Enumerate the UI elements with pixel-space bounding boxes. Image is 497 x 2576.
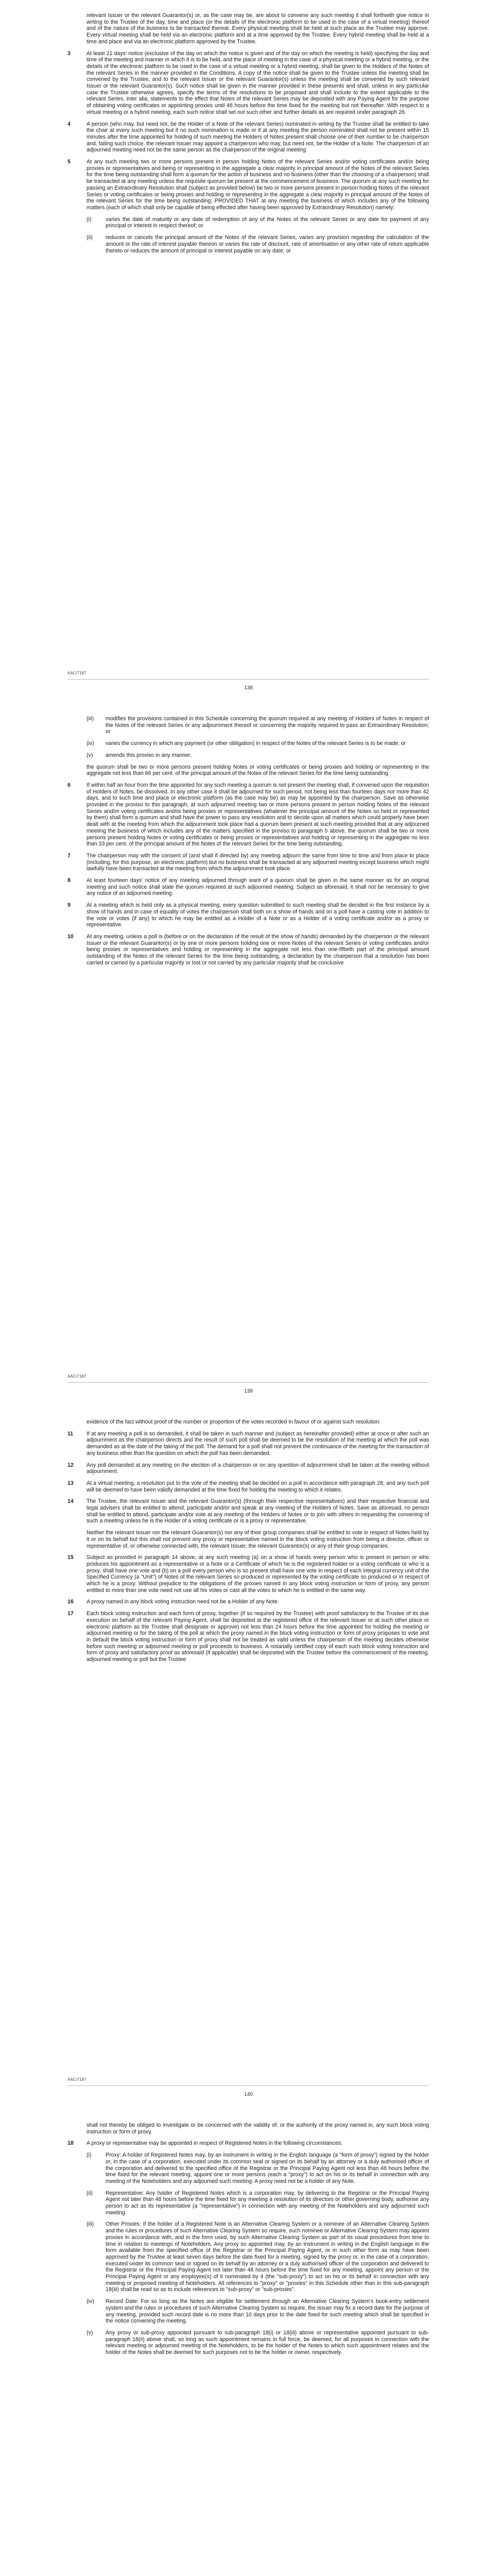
page-content	[67, 1419, 429, 1668]
paragraph-number: 16	[67, 1599, 74, 1605]
page-number: 139	[244, 1388, 253, 1394]
page-content	[67, 2122, 429, 2361]
paragraph-number: 12	[67, 1462, 74, 1468]
paragraph-number: 5	[67, 159, 71, 165]
subparagraph-text: Record Date: For so long as the Notes are eligible for settlement through an Alternative Clearing System's book-entry settlement system and the rules or procedures of such Alternative Clearing System so require, the Issuer may fix a record date for the purpose of any meeting, provided such record date is no more than 10 days prior to the date fixed for such meeting which shall be specified in the notice convening the meeting.	[106, 2298, 429, 2325]
paragraph-number: 10	[67, 933, 74, 940]
subparagraph-ii	[87, 234, 429, 254]
paragraph-14-continued: Neither the relevant Issuer nor the relevant Guarantor(s) nor any of their group companies shall be entitled to vote in respect of Notes held by it or on its behalf but this shall not prevent any proxy or representative named in the block voting instruction from being a director, officer or representative of, or otherwise connected with, the relevant Issuer, the relevant Guarantor(s) or any of their group companies.	[87, 1530, 429, 1549]
paragraph-number: 9	[67, 902, 71, 909]
subparagraph-ii	[87, 2190, 429, 2216]
paragraph-text: Any poll demanded at any meeting on the election of a chairperson or on any question of adjournment shall be taken at the meeting without adjournment.	[87, 1462, 429, 1475]
subparagraph-label: (i)	[87, 216, 92, 223]
subparagraph-text: Any proxy or sub-proxy appointed pursuant to sub-paragraph 18(i) or 18(iii) above or representative appointed pursuant to sub-paragraph 18(ii) above shall, so long as such appointment remains in full force, be deemed, for all purposes in connection with the relevant meeting or adjourned meeting of the Noteholders, to be the holder of the Notes to which such appointment relates and the holder of the Notes shall be deemed for such purposes not to be the holder or owner, respectively.	[106, 2329, 429, 2356]
paragraph-18	[67, 2140, 429, 2147]
page-141	[0, 2110, 497, 2576]
paragraph-text: The Trustee, the relevant Issuer and the relevant Guarantor(s) (through their respective representatives) and their respective financial and legal advisers shall be entitled to attend, participate and/or and speak at any meeting of the Holders of Notes. Save as aforesaid, no person shall be entitled to attend, participate and/or vote at any meeting of the Holders of Notes or to join with others in requesting the convening of such a meeting unless he is the Holder of a voting certificate or is a proxy or representative.	[87, 1498, 429, 1524]
paragraph-10	[67, 934, 429, 967]
page-140	[0, 1406, 497, 2110]
paragraph-7	[67, 853, 429, 872]
subparagraph-label: (iii)	[87, 2221, 94, 2228]
paragraph-number: 15	[67, 1554, 74, 1561]
paragraph-number: 7	[67, 852, 71, 859]
footer-code: AAC/7187	[67, 1374, 87, 1379]
paragraph-3	[67, 50, 429, 116]
subparagraph-text: Other Proxies: If the holder of a Registered Note is an Alternative Clearing System or a nominee of an Alternative Clearing System and the rules or procedures of such Alternative Clearing System so require, such nominee or Alternative Clearing System may appoint proxies in accordance with, and in the form used, by such Alternative Clearing System as part of its usual procedures from time to time in relation to meetings of Noteholders. Any proxy so appointed may, by an instrument in writing in the English language in the form available from the specified office of the Registrar or the Principal Paying Agent, or in such other form as may have been approved by the Trustee at least seven days before the date fixed for a meeting, signed by the proxy or, in the case of a corporation, executed under its common seal or signed on its behalf by an attorney or a duly authorised officer of the corporation and delivered to the Registrar or the Principal Paying Agent not later than 48 hours before the time fixed for any meeting, appoint any person or the Principal Paying Agent or any employee(s) of it nominated by it (the "sub-proxy") to act on his or its behalf in connection with any meeting or proposed meeting of Noteholders. All references to "proxy" or "proxies" in this Schedule other than in this sub-paragraph 18(iii) shall be read so as to include references to "sub-proxy" or "sub-proxies".	[106, 2221, 429, 2293]
subparagraph-label: (v)	[87, 2329, 93, 2336]
paragraph-number: 6	[67, 782, 71, 788]
page-139	[0, 703, 497, 1406]
paragraph-text: A proxy named in any block voting instruction need not be a Holder of any Note.	[87, 1599, 279, 1605]
paragraph-6	[67, 782, 429, 848]
subparagraph-text: varies the date of maturity or any date of redemption of any of the Notes of the relevant Series or any date for payment of any principal or interest in respect thereof; or	[106, 216, 429, 229]
paragraph-number: 14	[67, 1498, 74, 1505]
subparagraph-text: amends this proviso in any manner,	[106, 752, 192, 758]
page-138	[0, 0, 497, 703]
paragraph-text: Each block voting instruction and each form of proxy, together (if so required by the Trustee) with proof satisfactory to the Trustee of its due execution on behalf of the relevant Paying Agent, shall be deposited at the registered office of the relevant Issuer or at such other place or electronic platform as the Trustee shall designate or approve) not less than 24 hours before the time appointed for holding the meeting or adjourned meeting or for the taking of the poll at which the proxy named in the block voting instruction or form of proxy proposes to vote and in default the block voting instruction or form of proxy shall not be treated as valid unless the chairperson of the meeting decides otherwise before such meeting or adjourned meeting or poll proceeds to business. A notarially certified copy of each such block voting instruction and form of proxy and satisfactory proof as aforesaid (if applicable) shall be deposited with the Trustee before the commencement of the meeting, adjourned meeting or poll but the Trustee	[87, 1611, 429, 1663]
subparagraph-iv	[87, 2298, 429, 2325]
paragraph-text: A person (who may, but need not, be the Holder of a Note of the relevant Series) nominated in writing by the Trustee shall be entitled to take the chair at every such meeting but if no such nomination is made or if at any meeting the person nominated shall not be present within 15 minutes after the time appointed for holding of such meeting the Holders of Notes present shall choose one of their number to be chairperson and, failing such choice, the relevant Issuer may appoint a chairperson who may, but need not, be the Holder of a Note. The chairperson of an adjourned meeting need not be the same person as the chairperson of the original meeting.	[87, 121, 429, 154]
paragraph-text: At a meeting which is held only as a physical meeting, every question submitted to such meeting shall be decided in the first instance by a show of hands and in case of equality of votes the chairperson shall both on a show of hands and on a poll have a casting vote in addition to the vote or votes (if any) to which he may be entitled as a Holder of a Note or as a Holder of a voting certificate and/or as a proxy or representative.	[87, 902, 429, 928]
paragraph-number: 8	[67, 877, 71, 884]
continuation-text: relevant Issuer or the relevant Guarantor(s) or, as the case may be, are about to convene any such meeting it shall forthwith give notice in writing to the Trustee of the day, time and place (or the details of the electronic platform to be used in the case of a virtual meeting) thereof and of the nature of the business to be transacted thereat. Every physical meeting shall be held at such place as the Trustee may approve. Every virtual meeting shall be held via an electronic platform and at a time approved by the Trustee. Every hybrid meeting shall be held at a time and place and via an electronic platform approved by the Trustee.	[87, 12, 429, 45]
subparagraph-text: reduces or cancels the principal amount of the Notes of the relevant Series, varies any provision regarding the calculation of the amount or the rate of interest payable thereon or varies the rate of discount, rate of amortisation or any other rate of return applicable thereto or reduces the amount of principal or interest payable on any date; or	[106, 234, 429, 254]
subparagraph-text: modifies the provisions contained in this Schedule concerning the quorum required at any meeting of Holders of Notes in respect of the Notes of the relevant Series or any adjournment thereof or concerning the majority required to pass an Extraordinary Resolution; or	[106, 716, 429, 735]
paragraph-11	[67, 1431, 429, 1457]
paragraph-8	[67, 877, 429, 897]
subparagraph-i	[87, 216, 429, 229]
footer-code: AAC/7187	[67, 671, 87, 675]
subparagraph-label: (v)	[87, 752, 93, 758]
page-divider	[67, 1382, 429, 1383]
paragraph-5	[67, 159, 429, 211]
paragraph-text: A proxy or representative may be appointed in respect of Registered Notes in the following circumstances:	[87, 2140, 342, 2147]
paragraph-number: 18	[67, 2140, 74, 2147]
paragraph-text: If within half an hour from the time appointed for any such meeting a quorum is not present the meeting shall, if convened upon the requisition of Holders of Notes, be dissolved. In any other case it shall be adjourned for such period, not being less than fourteen days nor more than 42 days, and to such time and place or electronic platform (as the case may be) as may be appointed by the chairperson. Save as otherwise provided in the proviso to this paragraph, at such adjourned meeting two or more persons present in person holding Notes of the relevant Series and/or voting certificates and/or being proxies or representatives (whatever the principal amount of the Notes so held or represented by them) shall form a quorum and shall have the power to pass any resolution and to decide upon all matters which could properly have been dealt with at the meeting from which the adjournment took place had a quorum been present at such meeting provided that at any adjourned meeting the business of which includes any of the matters specified in the proviso to paragraph 5 above, the quorum shall be two or more persons present holding Notes or voting certificates or being proxies or representatives and holding or representing in the aggregate no less than 33 per cent. of the principal amount of the Notes of the relevant Series for the time being outstanding.	[87, 782, 429, 848]
page-content	[67, 12, 429, 259]
subparagraph-label: (iv)	[87, 740, 94, 747]
paragraph-text: The chairperson may with the consent of (and shall if directed by) any meeting adjourn the same from time to time and from place to place (including, for this purpose, an electronic platform) but no business shall be transacted at any adjourned meeting except business which might lawfully have been transacted at the meeting from which the adjournment took place.	[87, 852, 429, 872]
subparagraph-iv	[87, 740, 429, 747]
page-number: 140	[244, 2092, 253, 2097]
subparagraph-label: (ii)	[87, 2190, 93, 2196]
subparagraph-v	[87, 2330, 429, 2356]
paragraph-14	[67, 1498, 429, 1524]
paragraph-text: At any meeting, unless a poll is (before or on the declaration of the result of the show of hands) demanded by the chairperson or the relevant Issuer or the relevant Guarantor(s) or by one or more persons holding one or more Notes of the relevant Series or voting certificates and/or being proxies or representatives and holding or representing in the aggregate not less than one-fiftieth part of the principal amount outstanding of the Notes of the relevant Series for the time being outstanding, a declaration by the chairperson that a resolution has been carried or carried by a particular majority or lost or not carried by any particular majority shall be conclusive	[87, 933, 429, 966]
paragraph-17	[67, 1611, 429, 1663]
subparagraph-text: Proxy: A holder of Registered Notes may, by an instrument in writing in the English language (a "form of proxy") signed by the holder or, in the case of a corporation, executed under its common seal or signed on its behalf by an attorney or a duly authorised officer of the corporation and delivered to the specified office of the Registrar or the Principal Paying Agent not less than 48 hours before the time fixed for the relevant meeting, appoint one or more persons (each a "proxy") to act on his or its behalf in connection with any meeting of the Noteholders and any adjourned such meeting. A proxy need not be a holder of any Note.	[106, 2152, 429, 2184]
paragraph-number: 11	[67, 1430, 74, 1437]
subparagraph-iii	[87, 2221, 429, 2293]
subparagraph-v	[87, 752, 429, 759]
paragraph-number: 17	[67, 1611, 74, 1617]
footer-code: AAC/7187	[67, 2077, 87, 2082]
continuation-text: evidence of the fact without proof of the number or proportion of the votes recorded in favour of or against such resolution.	[87, 1419, 381, 1425]
subparagraph-i	[87, 2152, 429, 2185]
subparagraph-label: (iv)	[87, 2298, 94, 2305]
paragraph-13	[67, 1480, 429, 1493]
subparagraph-text: Representative: Any holder of Registered Notes which is a corporation may, by delivering to the Registrar or the Principal Paying Agent not later than 48 hours before the time fixed for any meeting a resolution of its directors or other governing body, authorise any person to act as its representative (a "representative") in connection with any meeting of the Noteholders and any adjourned such meeting.	[106, 2190, 429, 2216]
paragraph-15	[67, 1554, 429, 1594]
page-number: 138	[244, 685, 253, 691]
subparagraph-label: (ii)	[87, 234, 93, 241]
paragraph-number: 3	[67, 50, 71, 57]
paragraph-text: At any such meeting two or more persons present in person holding Notes of the relevant Series and/or voting certificates and/or being proxies or representatives and being or representing in the aggregate a clear majority in principal amount of the Notes of the relevant Series for the time being outstanding shall form a quorum for the action of business and no business (other than the choosing of a chairperson) shall be transacted at any meeting unless the requisite quorum be present at the commencement of business. The quorum at any such meeting for passing an Extraordinary Resolution shall (subject as provided below) be two or more persons present in person holding Notes of the relevant Series or voting certificates or being proxies and holding or representing in the aggregate a clear majority in principal amount of the Notes of the relevant Series for the time being outstanding; PROVIDED THAT at any meeting the business of which includes any of the following matters (each of which shall only be capable of being effected after having been approved by Extraordinary Resolution) namely:	[87, 159, 429, 211]
paragraph-number: 4	[67, 121, 71, 127]
subparagraph-iii	[87, 716, 429, 735]
page-content	[67, 716, 429, 972]
quorum-text: the quorum shall be two or more persons present holding Notes or voting certificates or being proxies and holding or representing in the aggregate not less than 66 per cent. of the principal amount of the Notes of the relevant Series for the time being outstanding.	[87, 764, 429, 777]
subparagraph-label: (i)	[87, 2152, 92, 2159]
paragraph-16	[67, 1599, 429, 1605]
continuation-text: shall not thereby be obliged to investigate or be concerned with the validity of, or the authority of the proxy named in, any such block voting instruction or form of proxy.	[87, 2122, 429, 2135]
paragraph-text: If at any meeting a poll is so demanded, it shall be taken in such manner and (subject as hereinafter provided) either at once or after such an adjournment as the chairperson directs and the result of such poll shall be deemed to be the resolution of the meeting at which the poll was demanded as at the date of the taking of the poll. The demand for a poll shall not prevent the continuance of the meeting for the transaction of any business other than the question on which the poll has been demanded.	[87, 1430, 429, 1456]
paragraph-number: 13	[67, 1480, 74, 1486]
page-divider	[67, 679, 429, 680]
paragraph-text: At least fourteen days' notice of any meeting adjourned through want of a quorum shall be given in the same manner as for an original meeting and such notice shall state the quorum required at such adjourned meeting. Subject as aforesaid, it shall not be necessary to give any notice of an adjourned meeting.	[87, 877, 429, 897]
paragraph-12	[67, 1462, 429, 1475]
paragraph-text: At a virtual meeting, a resolution put to the vote of the meeting shall be decided on a poll in accordance with paragraph 28, and any such poll will be deemed to have been validly demanded at the time fixed for holding the meeting to which it relates.	[87, 1480, 429, 1493]
paragraph-4	[67, 121, 429, 154]
paragraph-text: At least 21 days' notice (exclusive of the day on which the notice is given and of the day on which the meeting is held) specifying the day and time of the meeting and manner in which it is to be held, and the place of meeting in the case of a physical meeting or a hybrid meeting, or the details of the electronic platform to be used in the case of a virtual meeting or a hybrid meeting, shall be given to the Holders of the Notes of the relevant Series in the manner provided in the Conditions. A copy of the notice shall be given to the Trustee unless the meeting shall be convened by the Trustee, and to the relevant Issuer or the relevant Guarantor(s) unless the meeting shall be convened by such relevant Issuer or the relevant Guarantor(s). Such notice shall be given in the manner provided in these presents and shall, unless in any particular case the Trustee otherwise agrees, specify the terms of the resolutions to be proposed and shall include to the extent applicable to the relevant Series, inter alia, statements to the effect that Notes of the relevant Series may be deposited with any Paying Agent for the purpose of obtaining voting certificates or appointing proxies until 48 hours before the time fixed for the meeting but not thereafter. With respect to a virtual meeting or a hybrid meeting, each such notice shall set out such other and further details as are required under paragraph 26.	[87, 50, 429, 115]
paragraph-text: Subject as provided in paragraph 14 above, at any such meeting (a) on a show of hands every person who is present in person or who produces his appointment as a representative or a Note or a Certificate of which he is the registered holder or a voting certificate or who is a proxy, shall have one vote and (b) on a poll every person who is so present shall have one vote in respect of each integral currency unit of the Specified Currency (a "Unit") of Notes of the relevant Series so produced or represented by the voting certificate so produced or in respect of which he is a proxy. Without prejudice to the obligations of the proxies named in any block voting instruction or form of proxy, any person entitled to more than one vote need not use all his votes or cast all the votes to which he is entitled in the same way.	[87, 1554, 429, 1594]
subparagraph-label: (iii)	[87, 716, 94, 722]
subparagraph-text: varies the currency in which any payment (or other obligation) in respect of the Notes of the relevant Series is to be made; or	[106, 740, 406, 747]
paragraph-9	[67, 902, 429, 928]
